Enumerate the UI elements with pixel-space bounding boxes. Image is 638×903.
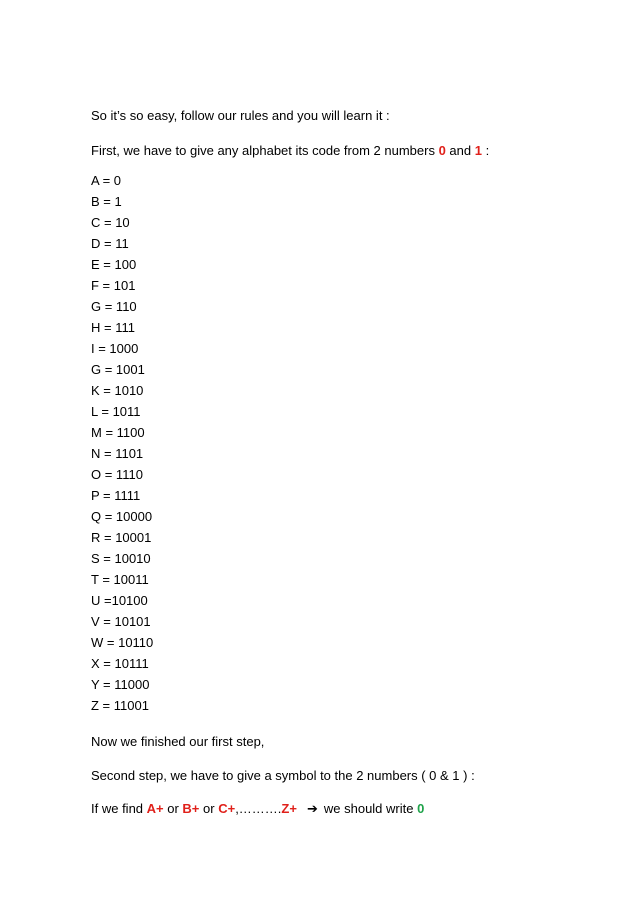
code-line: I = 1000 — [91, 341, 139, 356]
code-line: W = 10110 — [91, 635, 154, 650]
rule-or: or — [163, 801, 183, 816]
code-line: G = 1001 — [91, 362, 145, 377]
code-line: C = 10 — [91, 215, 130, 230]
right-arrow-icon: ➔ — [306, 801, 318, 816]
code-line: D = 11 — [91, 236, 129, 251]
a-plus-highlight: A+ — [146, 801, 164, 816]
first-step-prefix: First, we have to give any alphabet its code from 2 numbers — [91, 143, 439, 158]
number-one-highlight: 1 — [474, 143, 482, 158]
code-line: P = 1111 — [91, 488, 141, 503]
rule-prefix: If we find — [91, 801, 147, 816]
code-line: Q = 10000 — [91, 509, 153, 524]
code-line: S = 10010 — [91, 551, 151, 566]
intro-text: So it’s so easy, follow our rules and you will learn it : — [91, 108, 390, 123]
code-line: R = 10001 — [91, 530, 152, 545]
first-step-suffix: : — [481, 143, 490, 158]
c-plus-highlight: C+ — [218, 801, 236, 816]
rule-text — [91, 801, 424, 817]
z-plus-highlight: Z+ — [281, 801, 297, 816]
code-line: K = 1010 — [91, 383, 144, 398]
rule-result-text: we should write — [323, 801, 418, 816]
code-line: V = 10101 — [91, 614, 151, 629]
code-line: X = 10111 — [91, 656, 149, 671]
code-line: T = 10011 — [91, 572, 149, 587]
result-zero-highlight: 0 — [417, 801, 425, 816]
code-line: H = 111 — [91, 320, 135, 335]
b-plus-highlight: B+ — [182, 801, 200, 816]
number-zero-highlight: 0 — [438, 143, 446, 158]
code-line: Z = 11001 — [91, 698, 149, 713]
code-line: U =10100 — [91, 593, 148, 608]
code-line: E = 100 — [91, 257, 137, 272]
second-step-text: Second step, we have to give a symbol to the 2 numbers ( 0 & 1 ) : — [91, 768, 475, 783]
code-line: G = 110 — [91, 299, 137, 314]
code-line: A = 0 — [91, 173, 121, 188]
rule-or: or — [199, 801, 219, 816]
code-line: Y = 11000 — [91, 677, 150, 692]
code-line: F = 101 — [91, 278, 136, 293]
code-line: L = 1011 — [91, 404, 141, 419]
finished-step-text: Now we finished our first step, — [91, 734, 265, 749]
code-line: O = 1110 — [91, 467, 143, 482]
first-step-mid: and — [445, 143, 475, 158]
rule-dots: ,………. — [235, 801, 282, 816]
code-line: B = 1 — [91, 194, 122, 209]
code-line: M = 1100 — [91, 425, 145, 440]
code-line: N = 1101 — [91, 446, 144, 461]
first-step-text — [91, 143, 489, 159]
